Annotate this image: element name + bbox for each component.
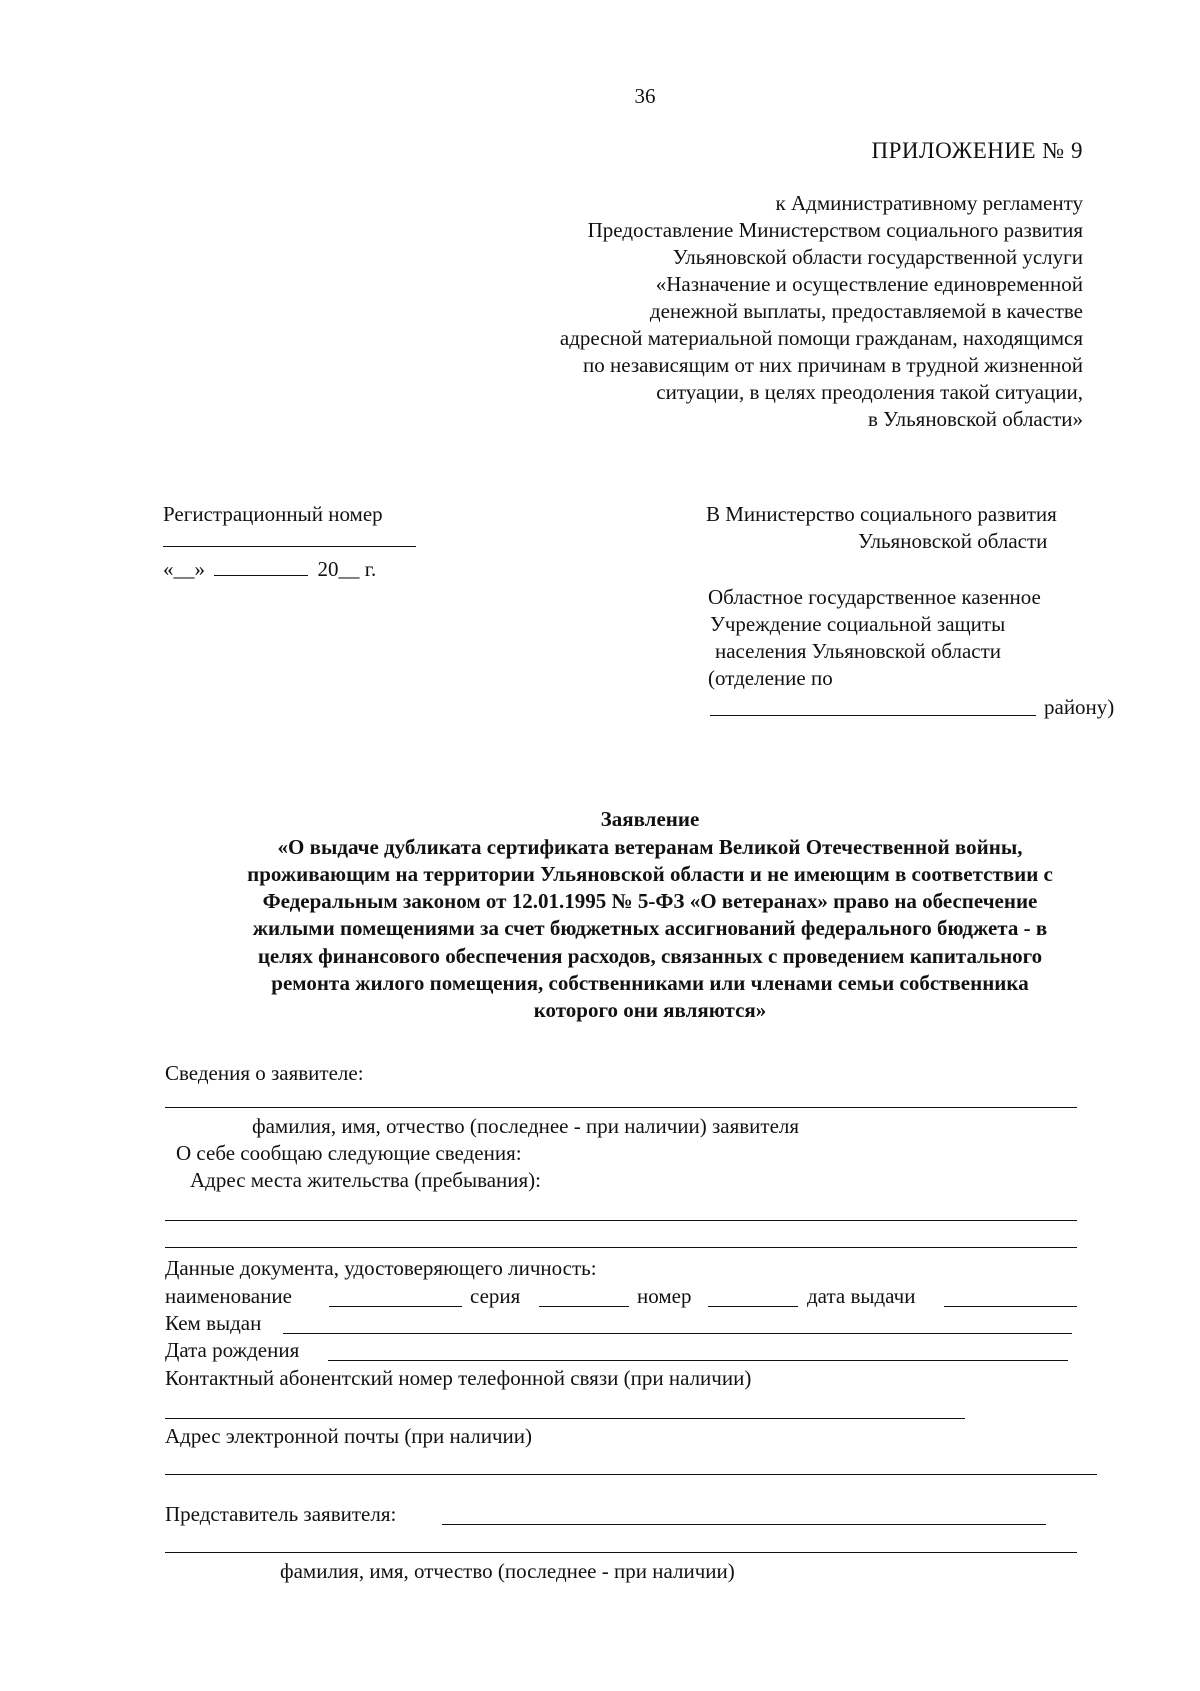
appendix-ref-line: ситуации, в целях преодоления такой ситуации, (656, 380, 1083, 404)
id-document-label: Данные документа, удостоверяющего личность: (165, 1256, 597, 1280)
recipient-region: Ульяновской области (858, 529, 1048, 553)
issued-by-label: Кем выдан (165, 1311, 262, 1335)
date-day: «__» (163, 557, 205, 581)
address-field-2[interactable] (165, 1247, 1077, 1248)
registration-number-field[interactable] (163, 546, 416, 547)
recipient-org-line: Областное государственное казенное (708, 585, 1041, 609)
appendix-ref-line: в Ульяновской области» (867, 407, 1083, 431)
applicant-fio-caption: фамилия, имя, отчество (последнее - при наличии) заявителя (252, 1114, 800, 1138)
appendix-ref-line: Предоставление Министерством социального развития (587, 218, 1083, 242)
phone-field[interactable] (165, 1418, 965, 1419)
page-number: 36 (634, 84, 656, 108)
statement-line: жилыми помещениями за счет бюджетных ассигнований федерального бюджета - в (252, 916, 1048, 940)
district-field[interactable] (710, 715, 1036, 716)
phone-label: Контактный абонентский номер телефонной связи (при наличии) (165, 1366, 752, 1390)
doc-name-label: наименование (165, 1284, 292, 1308)
date-month-field[interactable] (214, 575, 308, 576)
recipient-org-line: населения Ульяновской области (715, 639, 1002, 663)
birth-date-field[interactable] (328, 1360, 1068, 1361)
appendix-ref-line: денежной выплаты, предоставляемой в качестве (649, 299, 1083, 323)
recipient-org-line: (отделение по (708, 666, 833, 690)
address-label: Адрес места жительства (пребывания): (190, 1168, 542, 1192)
statement-line: «О выдаче дубликата сертификата ветеранам Великой Отечественной войны, (277, 835, 1023, 859)
registration-date (163, 556, 376, 583)
date-year: 20__ г. (317, 557, 377, 581)
issued-by-field[interactable] (283, 1333, 1072, 1334)
representative-fio-caption: фамилия, имя, отчество (последнее - при наличии) (280, 1559, 735, 1583)
appendix-reference (560, 190, 1083, 433)
representative-field-2[interactable] (165, 1552, 1077, 1553)
appendix-ref-line: адресной материальной помощи гражданам, находящимся (559, 326, 1083, 350)
doc-number-field[interactable] (708, 1306, 798, 1307)
applicant-info-label: Сведения о заявителе: (165, 1061, 364, 1085)
doc-series-field[interactable] (539, 1306, 629, 1307)
doc-series-label: серия (470, 1284, 521, 1308)
statement-line: Федеральным законом от 12.01.1995 № 5-ФЗ «О ветеранах» право на обеспечение (262, 889, 1038, 913)
applicant-fio-field[interactable] (165, 1107, 1077, 1108)
statement-heading: Заявление (600, 807, 700, 831)
email-label: Адрес электронной почты (при наличии) (165, 1424, 533, 1448)
doc-number-label: номер (637, 1284, 692, 1308)
appendix-ref-line: по независящим от них причинам в трудной жизненной (583, 353, 1083, 377)
statement-line: проживающим на территории Ульяновской области и не имеющим в соответствии с (247, 862, 1053, 886)
statement-line: ремонта жилого помещения, собственниками или членами семьи собственника (271, 971, 1029, 995)
recipient-district-suffix: району) (1044, 695, 1115, 719)
email-field[interactable] (165, 1474, 1097, 1475)
about-self-label: О себе сообщаю следующие сведения: (176, 1141, 522, 1165)
statement-line: которого они являются» (533, 998, 767, 1022)
appendix-ref-line: «Назначение и осуществление единовременной (655, 272, 1083, 296)
representative-label: Представитель заявителя: (165, 1502, 397, 1526)
appendix-ref-line: к Административному регламенту (775, 191, 1083, 215)
statement-line: целях финансового обеспечения расходов, связанных с проведением капитального (257, 944, 1043, 968)
doc-issue-date-field[interactable] (944, 1306, 1077, 1307)
appendix-ref-line: Ульяновской области государственной услуги (672, 245, 1083, 269)
recipient-ministry: В Министерство социального развития (706, 502, 1057, 526)
address-field-1[interactable] (165, 1220, 1077, 1221)
representative-field-1[interactable] (442, 1524, 1046, 1525)
recipient-org-line: Учреждение социальной защиты (710, 612, 1006, 636)
registration-number-label: Регистрационный номер (163, 502, 383, 526)
birth-date-label: Дата рождения (165, 1338, 300, 1362)
doc-name-field[interactable] (329, 1306, 462, 1307)
doc-issue-date-label: дата выдачи (807, 1284, 916, 1308)
appendix-title: ПРИЛОЖЕНИЕ № 9 (871, 138, 1083, 163)
